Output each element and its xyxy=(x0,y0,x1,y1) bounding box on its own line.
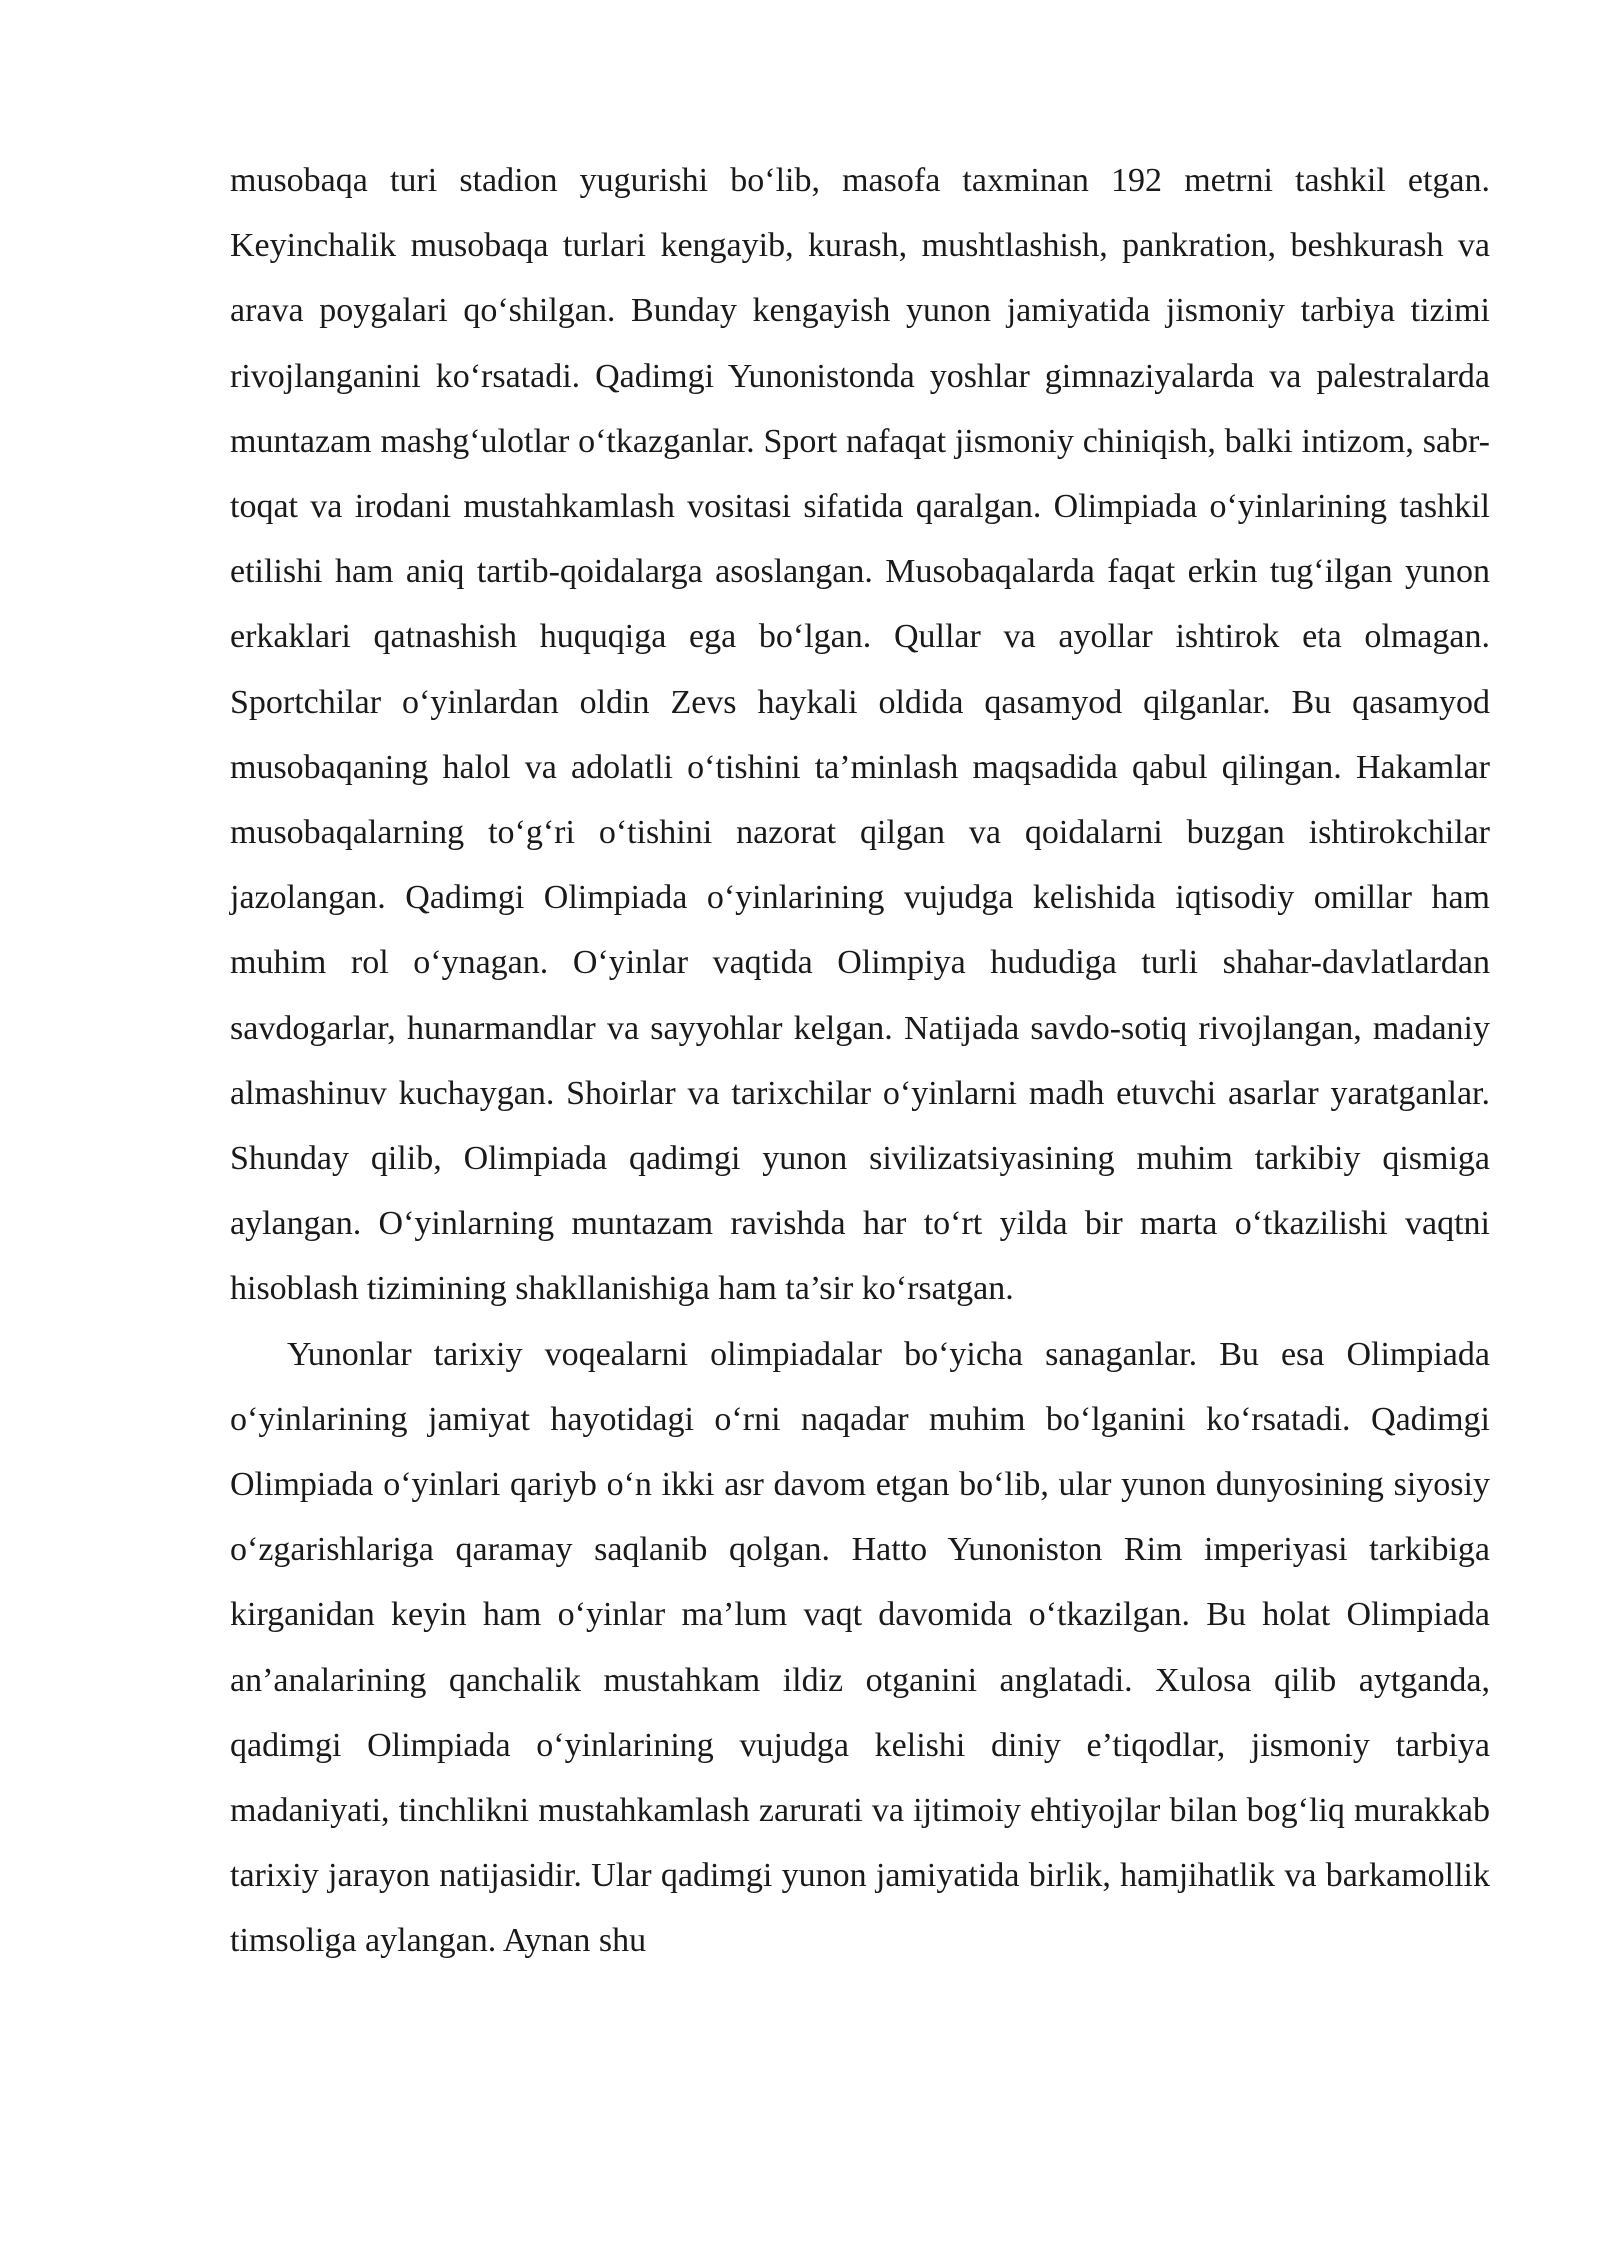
paragraph-2: Yunonlar tarixiy voqealarni olimpiadalar bo‘yicha sanaganlar. Bu esa Olimpiada o‘yinlarining jamiyat hayotidagi o‘rni naqadar muhim bo‘lganini ko‘rsatadi. Qadimgi Olimpiada o‘yinlari qariyb o‘n ikki asr davom etgan bo‘lib, ular yunon dunyosining siyosiy o‘zgarishlariga qaramay saqlanib qolgan. Hatto Yunoniston Rim imperiyasi tarkibiga kirganidan keyin ham o‘yinlar ma’lum vaqt davomida o‘tkazilgan. Bu holat Olimpiada an’analarining qanchalik mustahkam ildiz otganini anglatadi. Xulosa qilib aytganda, qadimgi Olimpiada o‘yinlarining vujudga kelishi diniy e’tiqodlar, jismoniy tarbiya madaniyati, tinchlikni mustahkamlash zarurati va ijtimoiy ehtiyojlar bilan bog‘liq murakkab tarixiy jarayon natijasidir. Ular qadimgi yunon jamiyatida birlik, hamjihatlik va barkamollik timsoliga aylangan. Aynan shu xyxy=(230,1335,1490,1960)
body-text xyxy=(230,148,1490,1974)
paragraph-1: musobaqa turi stadion yugurishi bo‘lib, masofa taxminan 192 metrni tashkil etgan. Keyinchalik musobaqa turlari kengayib, kurash, mushtlashish, pankration, beshkurash va arava poygalari qo‘shilgan. Bunday kengayish yunon jamiyatida jismoniy tarbiya tizimi rivojlanganini ko‘rsatadi. Qadimgi Yunonistonda yoshlar gimnaziyalarda va palestralarda muntazam mashg‘ulotlar o‘tkazganlar. Sport nafaqat jismoniy chiniqish, balki intizom, sabr-toqat va irodani mustahkamlash vositasi sifatida qaralgan. Olimpiada o‘yinlarining tashkil etilishi ham aniq tartib-qoidalarga asoslangan. Musobaqalarda faqat erkin tug‘ilgan yunon erkaklari qatnashish huquqiga ega bo‘lgan. Qullar va ayollar ishtirok eta olmagan. Sportchilar o‘yinlardan oldin Zevs haykali oldida qasamyod qilganlar. Bu qasamyod musobaqaning halol va adolatli o‘tishini ta’minlash maqsadida qabul qilingan. Hakamlar musobaqalarning to‘g‘ri o‘tishini nazorat qilgan va qoidalarni buzgan ishtirokchilar jazolangan. Qadimgi Olimpiada o‘yinlarining vujudga kelishida iqtisodiy omillar ham muhim rol o‘ynagan. O‘yinlar vaqtida Olimpiya hududiga turli shahar-davlatlardan savdogarlar, hunarmandlar va sayyohlar kelgan. Natijada savdo-sotiq rivojlangan, madaniy almashinuv kuchaygan. Shoirlar va tarixchilar o‘yinlarni madh etuvchi asarlar yaratganlar. Shunday qilib, Olimpiada qadimgi yunon sivilizatsiyasining muhim tarkibiy qismiga aylangan. O‘yinlarning muntazam ravishda har to‘rt yilda bir marta o‘tkazilishi vaqtni hisoblash tizimining shakllanishiga ham ta’sir ko‘rsatgan. xyxy=(230,162,1490,1308)
